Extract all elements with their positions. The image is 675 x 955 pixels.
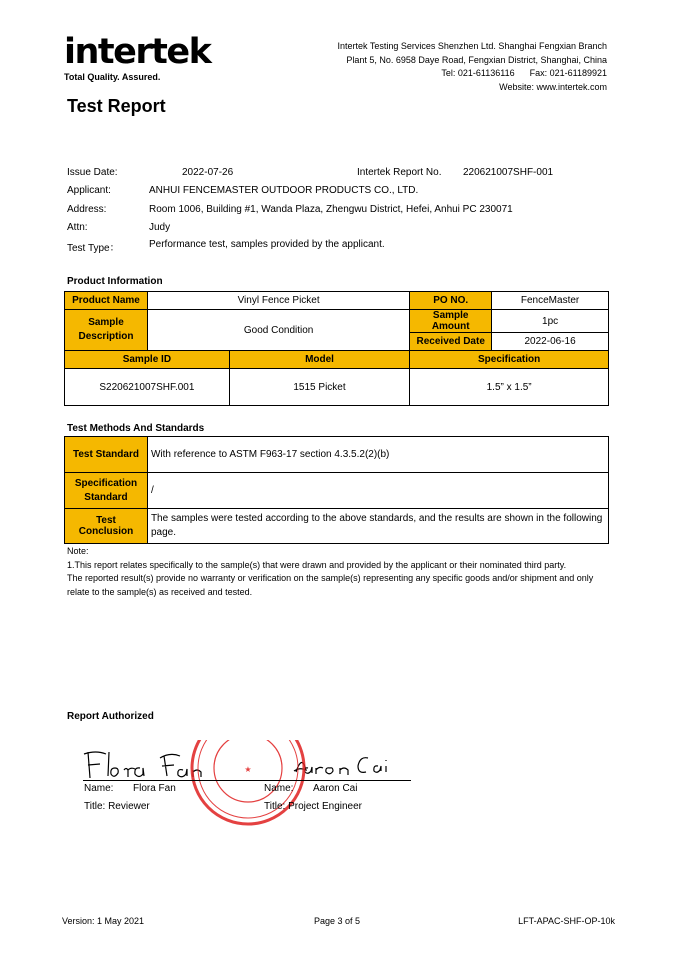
right-title: Title: Project Engineer [264, 801, 363, 812]
report-no-label: Intertek Report No. [357, 167, 442, 178]
sample-description-label [65, 310, 148, 351]
product-name-label: Product Name [65, 292, 148, 310]
test-standard-label: Test Standard [65, 437, 148, 473]
company-line: Website: www.intertek.com [499, 81, 607, 92]
column-header-model: Model [229, 351, 410, 369]
left-name-label: Name: [84, 783, 114, 794]
sample-amount-label: Sample Amount [410, 310, 492, 333]
notes-line-2: The reported result(s) provide no warranty or verification on the sample(s) representing any specific goods and/or shipment and only relate to the sample(s) as received and tested. [67, 573, 594, 597]
flora-fan-signature [84, 752, 201, 778]
logo-tagline: Total Quality. Assured. [64, 72, 161, 82]
company-address-block [337, 40, 607, 94]
left-title: Title: Reviewer [84, 801, 150, 812]
specification-standard-label-line2: Standard [84, 491, 128, 503]
footer-version: Version: 1 May 2021 [62, 916, 145, 926]
po-label: PO NO. [410, 292, 492, 310]
po-value: FenceMaster [492, 292, 609, 310]
address-value: Room 1006, Building #1, Wanda Plaza, Zhengwu District, Hefei, Anhui PC 230071 [149, 204, 513, 215]
footer-form-code: LFT-APAC-SHF-OP-10k [518, 916, 615, 926]
info-row-applicant [67, 185, 612, 199]
applicant-value: ANHUI FENCEMASTER OUTDOOR PRODUCTS CO., LTD. [149, 185, 419, 196]
sample-description-label-line2: Description [78, 331, 134, 342]
left-name-value: Flora Fan [133, 783, 176, 794]
company-line: Intertek Testing Services Shenzhen Ltd. Shanghai Fengxian Branch [337, 41, 607, 51]
notes-block [67, 545, 612, 599]
info-row-issue-date [67, 167, 612, 181]
product-section-title: Product Information [67, 276, 163, 287]
received-date-label: Received Date [410, 333, 492, 351]
test-standard-value: With reference to ASTM F963-17 section 4.3.5.2(2)(b) [147, 437, 608, 473]
sample-description-value: Good Condition [147, 310, 409, 351]
notes-heading: Note: [67, 546, 89, 556]
right-name-value: Aaron Cai [313, 783, 358, 794]
issue-date-label: Issue Date: [67, 167, 118, 178]
info-row-address [67, 204, 612, 218]
test-conclusion-label: Test Conclusion [65, 509, 148, 544]
aaron-cai-signature [294, 758, 386, 775]
sample-id-cell: S220621007SHF.001 [65, 369, 230, 406]
right-name-label: Name: [264, 783, 294, 794]
sample-description-label-line1: Sample [88, 317, 124, 328]
notes-line-1: 1.This report relates specifically to the sample(s) that were drawn and provided by the applicant or their nominated third party. [67, 559, 567, 570]
info-row-test-type [67, 239, 612, 253]
test-methods-table [64, 436, 609, 544]
product-name-value: Vinyl Fence Picket [147, 292, 409, 310]
signature-line [83, 780, 411, 781]
report-no-value: 220621007SHF-001 [463, 167, 554, 178]
attn-value: Judy [149, 222, 171, 233]
footer-page-number: Page 3 of 5 [314, 916, 361, 926]
applicant-label: Applicant: [67, 185, 111, 196]
sample-amount-value: 1pc [492, 310, 609, 333]
received-date-value: 2022-06-16 [492, 333, 609, 351]
product-info-table [64, 291, 609, 406]
specification-standard-label [65, 473, 148, 509]
company-line: Plant 5, No. 6958 Daye Road, Fengxian District, Shanghai, China [346, 54, 607, 65]
column-header-specification: Specification [410, 351, 609, 369]
logo-wordmark: intertek [64, 32, 211, 72]
model-cell: 1515 Picket [229, 369, 410, 406]
info-row-attn [67, 222, 612, 236]
specification-standard-label-line1: Specification [74, 477, 138, 489]
attn-label: Attn: [67, 222, 88, 233]
column-header-sample-id: Sample ID [65, 351, 230, 369]
methods-section-title: Test Methods And Standards [67, 423, 205, 434]
report-authorized-heading: Report Authorized [67, 711, 154, 722]
intertek-logo [64, 32, 211, 82]
test-conclusion-value: The samples were tested according to the above standards, and the results are shown in the following page. [147, 509, 608, 544]
test-type-label: Test Type： [67, 243, 120, 254]
svg-text:★: ★ [244, 765, 252, 774]
specification-cell: 1.5” x 1.5” [410, 369, 609, 406]
address-label: Address: [67, 204, 107, 215]
report-title: Test Report [67, 96, 166, 116]
company-line: Tel: 021-61136116 Fax: 021-61189921 [441, 68, 607, 78]
specification-standard-value: / [147, 473, 608, 509]
issue-date-value: 2022-07-26 [182, 167, 234, 178]
test-type-value: Performance test, samples provided by the applicant. [149, 239, 385, 250]
